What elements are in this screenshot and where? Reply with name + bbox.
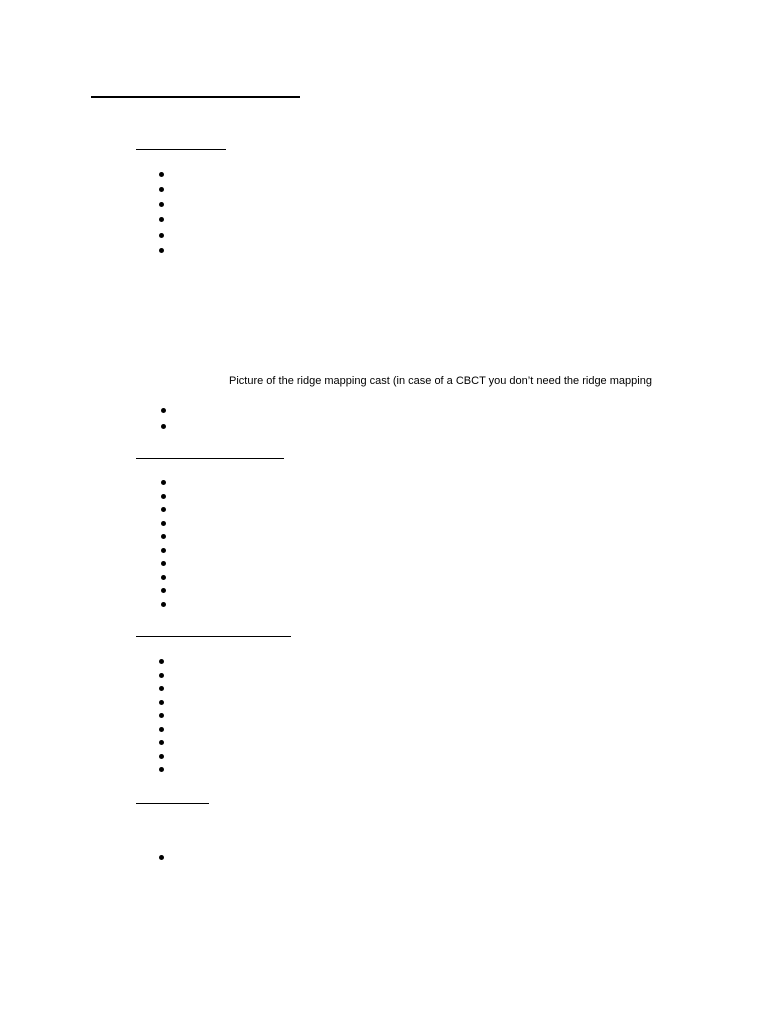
bullet-marker	[159, 202, 164, 207]
bullet-marker	[159, 248, 164, 253]
bullet-marker	[161, 588, 166, 593]
bullet-marker	[159, 700, 164, 705]
bullet-marker	[159, 754, 164, 759]
bullet-marker	[159, 233, 164, 238]
ridge-mapping-note: Picture of the ridge mapping cast (in case of a CBCT you don’t need the ridge mapping	[229, 375, 652, 387]
bullet-marker	[161, 575, 166, 580]
bullet-marker	[161, 507, 166, 512]
bullet-marker	[159, 172, 164, 177]
bullet-marker	[161, 408, 166, 413]
bullet-marker	[161, 561, 166, 566]
bullet-marker	[159, 673, 164, 678]
section-4-heading-underline	[136, 803, 209, 804]
bullet-marker	[161, 534, 166, 539]
bullet-marker	[161, 480, 166, 485]
section-1-heading-underline	[136, 149, 226, 150]
bullet-marker	[161, 424, 166, 429]
bullet-marker	[161, 548, 166, 553]
section-3-heading-underline	[136, 636, 291, 637]
bullet-marker	[159, 217, 164, 222]
bullet-marker	[159, 713, 164, 718]
bullet-marker	[159, 187, 164, 192]
bullet-marker	[159, 855, 164, 860]
bullet-marker	[159, 686, 164, 691]
bullet-marker	[159, 727, 164, 732]
bullet-marker	[161, 602, 166, 607]
title-underline	[91, 96, 300, 98]
bullet-marker	[159, 659, 164, 664]
bullet-marker	[161, 494, 166, 499]
bullet-marker	[161, 521, 166, 526]
bullet-marker	[159, 740, 164, 745]
section-2-heading-underline	[136, 458, 284, 459]
bullet-marker	[159, 767, 164, 772]
